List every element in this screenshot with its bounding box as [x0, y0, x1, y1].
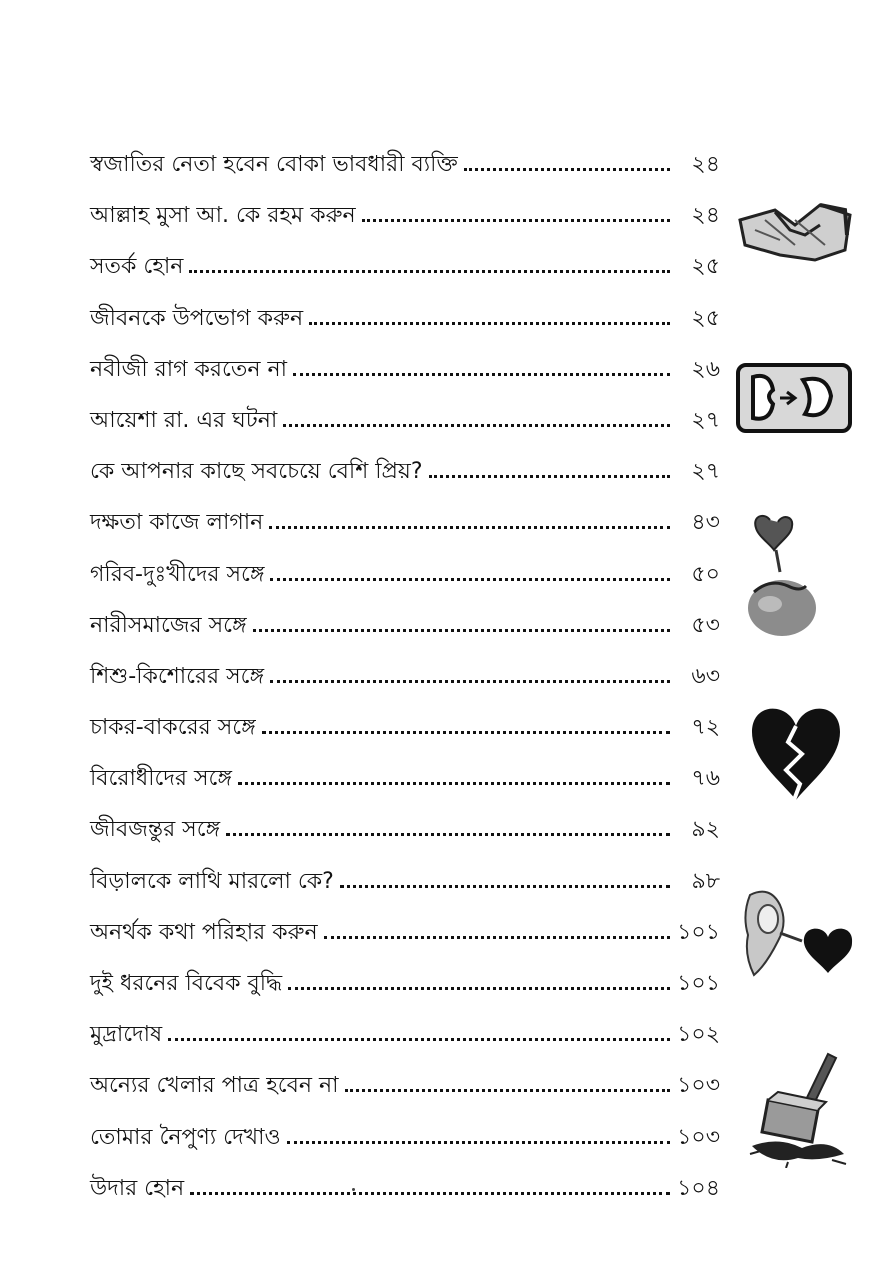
hand-holding-heart-icon	[740, 512, 820, 640]
toc-entry-page: ৬৩	[691, 663, 720, 689]
toc-entry[interactable]	[90, 1123, 720, 1174]
dot-leader	[345, 1085, 671, 1092]
toc-entry[interactable]	[90, 560, 720, 611]
dot-leader	[288, 983, 670, 990]
toc-entry-title: জীবজন্তুর সঙ্গে	[90, 817, 221, 843]
toc-entry-page: ১০৩	[677, 1124, 720, 1150]
toc-entry-title: শিশু-কিশোরের সঙ্গে	[90, 663, 265, 689]
toc-entry-page: ১০২	[677, 1022, 720, 1048]
dot-leader	[168, 1034, 670, 1041]
dot-leader	[226, 829, 670, 836]
toc-entry-page: ২৪	[691, 203, 720, 229]
toc-entry[interactable]	[90, 611, 720, 662]
toc-entry-page: ২৭	[691, 459, 720, 485]
toc-entry-title: আয়েশা রা. এর ঘটনা	[90, 407, 278, 433]
dot-leader	[293, 369, 670, 376]
toc-entry-title: বিড়ালকে লাথি মারলো কে?	[90, 868, 334, 894]
toc-entry-title: উদার হোন	[90, 1175, 185, 1201]
dot-leader	[340, 881, 670, 888]
toc-entry-page: ৯২	[691, 817, 720, 843]
toc-entry-title: নবীজী রাগ করতেন না	[90, 356, 288, 382]
toc-entry-page: ৭৬	[691, 766, 720, 792]
toc-entry-page: ২৫	[691, 254, 720, 280]
dot-leader	[283, 420, 670, 427]
broken-heart-icon	[748, 700, 844, 804]
toc-entry-page: ২৬	[691, 356, 720, 382]
dot-leader	[309, 318, 670, 325]
toc-entry-title: তোমার নৈপুণ্য দেখাও	[90, 1124, 281, 1150]
toc-entry[interactable]	[90, 918, 720, 969]
dot-leader	[464, 164, 670, 171]
hammer-icon	[748, 1050, 848, 1168]
dot-leader	[324, 932, 670, 939]
toc-entry-title: জীবনকে উপভোগ করুন	[90, 305, 304, 331]
dot-leader	[189, 266, 670, 273]
dot-leader	[190, 1188, 670, 1195]
toc-entry[interactable]	[90, 713, 720, 764]
dot-leader	[362, 215, 670, 222]
toc-entry[interactable]	[90, 406, 720, 457]
toc-entry-page: ৭২	[691, 715, 720, 741]
toc-entry[interactable]	[90, 355, 720, 406]
table-of-contents	[90, 150, 720, 1225]
toc-entry-title: গরিব-দুঃখীদের সঙ্গে	[90, 561, 265, 587]
toc-entry-page: ৫০	[691, 561, 720, 587]
toc-entry-title: নারীসমাজের সঙ্গে	[90, 612, 247, 638]
toc-entry-page: ৪৩	[691, 510, 720, 536]
hand-with-heart-icon	[740, 885, 860, 985]
dot-leader	[270, 574, 670, 581]
toc-entry[interactable]	[90, 508, 720, 559]
scan-speck	[352, 1188, 355, 1191]
toc-entry-page: ২৪	[691, 152, 720, 177]
toc-entry-title: অনর্থক কথা পরিহার করুন	[90, 919, 318, 945]
toc-entry-page: ১০৩	[677, 1073, 720, 1099]
toc-entry[interactable]	[90, 867, 720, 918]
toc-entry-title: মুদ্রাদোষ	[90, 1022, 163, 1048]
toc-entry-page: ১০৪	[677, 1175, 720, 1201]
toc-entry-page: ৫৩	[691, 612, 720, 638]
toc-entry-title: সতর্ক হোন	[90, 254, 184, 280]
toc-entry[interactable]	[90, 252, 720, 303]
dot-leader	[253, 625, 670, 632]
toc-entry[interactable]	[90, 1174, 720, 1225]
toc-entry-page: ২৫	[691, 305, 720, 331]
toc-entry[interactable]	[90, 1071, 720, 1122]
toc-entry-page: ২৭	[691, 407, 720, 433]
toc-entry-title: আল্লাহ মুসা আ. কে রহম করুন	[90, 203, 356, 229]
dot-leader	[287, 1137, 670, 1144]
toc-entry[interactable]	[90, 662, 720, 713]
toc-entry[interactable]	[90, 457, 720, 508]
toc-entry-title: দক্ষতা কাজে লাগান	[90, 510, 264, 536]
toc-entry[interactable]	[90, 969, 720, 1020]
toc-entry[interactable]	[90, 815, 720, 866]
toc-entry-page: ১০১	[677, 971, 720, 996]
toc-entry-title: বিরোধীদের সঙ্গে	[90, 766, 232, 792]
toc-entry-page: ৯৮	[691, 868, 720, 894]
toc-entry-title: কে আপনার কাছে সবচেয়ে বেশি প্রিয়?	[90, 459, 423, 485]
dot-leader	[269, 522, 670, 529]
puzzle-face-icon	[735, 362, 853, 434]
toc-entry[interactable]	[90, 201, 720, 252]
toc-entry-title: চাকর-বাকরের সঙ্গে	[90, 715, 256, 741]
dot-leader	[238, 778, 670, 785]
handshake-icon	[735, 190, 855, 270]
toc-entry-page: ১০১	[677, 919, 720, 945]
toc-entry[interactable]	[90, 304, 720, 355]
toc-entry[interactable]	[90, 764, 720, 815]
dot-leader	[270, 676, 670, 683]
toc-entry-title: স্বজাতির নেতা হবেন বোকা ভাবধারী ব্যক্তি	[90, 152, 458, 177]
toc-entry-title: দুই ধরনের বিবেক বুদ্ধি	[90, 971, 283, 996]
toc-entry[interactable]	[90, 150, 720, 201]
dot-leader	[429, 471, 670, 478]
toc-entry[interactable]	[90, 1020, 720, 1071]
toc-entry-title: অন্যের খেলার পাত্র হবেন না	[90, 1073, 339, 1099]
dot-leader	[262, 727, 670, 734]
